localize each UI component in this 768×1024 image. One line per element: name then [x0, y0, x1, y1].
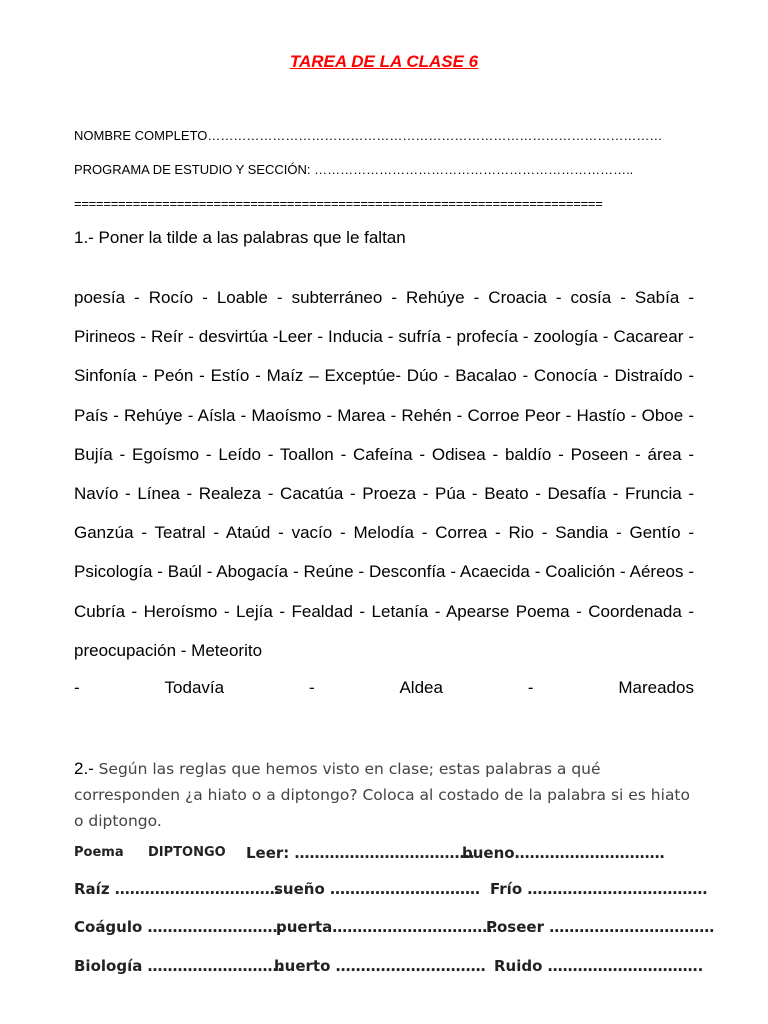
row-word: Ruido ………………………….	[494, 957, 704, 975]
word-list-last-line	[74, 678, 694, 698]
row-word: Leer: ………………………………	[246, 844, 475, 862]
row-word: Frío ………………………………	[490, 880, 708, 898]
page-title: TAREA DE LA CLASE 6	[289, 52, 479, 71]
row-word: Poema	[74, 845, 124, 860]
row-example-answer: DIPTONGO	[148, 845, 226, 860]
row-word: Poseer ……………………………	[486, 918, 715, 936]
question-2-heading	[74, 756, 704, 834]
row-word: Biología ………………………	[74, 957, 283, 975]
row-word: Raíz ……………………………	[74, 880, 280, 898]
word-item: Todavía	[164, 678, 225, 697]
question-2-number: 2.-	[74, 759, 94, 778]
separator-line: ========================================================================	[74, 196, 603, 211]
program-field-line: PROGRAMA DE ESTUDIO Y SECCIÓN: ………………………………………………………………..	[74, 162, 634, 177]
word-dash: -	[308, 678, 315, 697]
word-dash: -	[527, 678, 534, 697]
row-word: bueno…………………………	[462, 844, 665, 862]
word-dash: -	[74, 678, 80, 697]
word-item: Mareados	[618, 678, 694, 697]
word-item: Aldea	[399, 678, 443, 697]
row-word: Coágulo ………………………	[74, 918, 283, 936]
row-word: huerto …………………………	[274, 957, 486, 975]
question-2-text: Según las reglas que hemos visto en clase; estas palabras a qué corresponden ¿a hiato o a diptongo? Coloca al costado de la palabra si es hiato o diptongo.	[74, 760, 690, 830]
row-word: puerta……………………………	[276, 918, 498, 936]
name-field-line: NOMBRE COMPLETO……………………………………………………………………………………………	[74, 128, 663, 143]
word-list: poesía - Rocío - Loable - subterráneo - Rehúye - Croacia - cosía - Sabía - Pirineos - Reír - desvirtúa -Leer - Inducia - sufría - profecía - zoología - Cacarear - Sinfonía - Peón - Estío - Maíz – Exceptúe- Dúo - Bacalao - Conocía - Distraído - País - Rehúye - Aísla - Maoísmo - Marea - Rehén - Corroe Peor - Hastío - Oboe - Bujía - Egoísmo - Leído - Toallon - Cafeína - Odisea - baldío - Poseen - área - Navío - Línea - Realeza - Cacatúa - Proeza - Púa - Beato - Desafía - Fruncia - Ganzúa - Teatral - Ataúd - vacío - Melodía - Correa - Rio - Sandia - Gentío - Psicología - Baúl - Abogacía - Reúne - Desconfía - Acaecida - Coalición - Aéreos - Cubría - Heroísmo - Lejía - Fealdad - Letanía - Apearse Poema - Coordenada - preocupación - Meteorito	[74, 288, 694, 660]
row-word: sueño …………………………	[274, 880, 480, 898]
question-1-heading: 1.- Poner la tilde a las palabras que le faltan	[74, 228, 406, 247]
